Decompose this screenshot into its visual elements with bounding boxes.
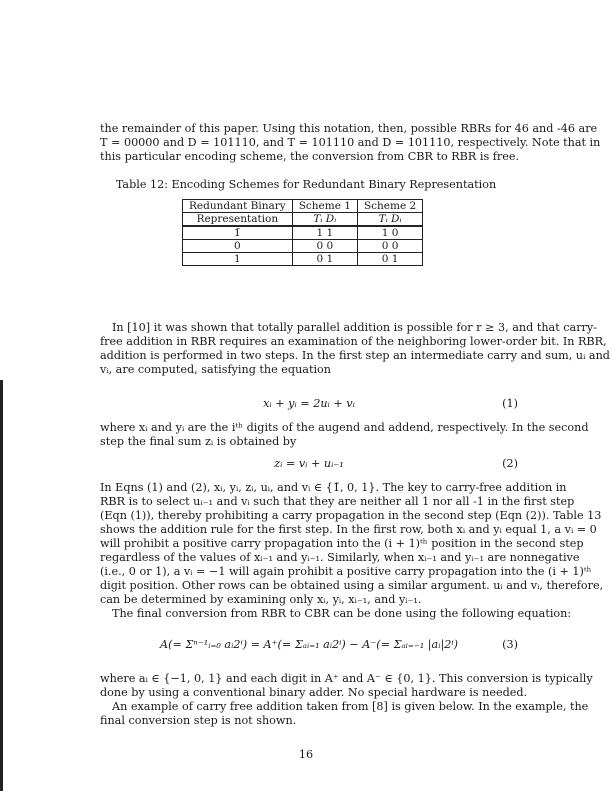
- equation-body: xᵢ + yᵢ = 2uᵢ + vᵢ: [263, 397, 355, 410]
- table-cell: 1 1: [292, 226, 357, 240]
- text-line: (Eqn (1)), thereby prohibiting a carry propagation in the second step (Eqn (2)). Table 13: [100, 509, 602, 522]
- table-header: Scheme 2: [357, 200, 422, 213]
- text-line: this particular encoding scheme, the conversion from CBR to RBR is free.: [100, 150, 520, 163]
- text-line: can be determined by examining only xᵢ, yᵢ, xᵢ₋₁, and yᵢ₋₁.: [100, 593, 422, 606]
- equation-1: [100, 397, 518, 413]
- paragraph-2: [100, 321, 610, 377]
- text-line: shows the addition rule for the first step. In the first row, both xᵢ and yᵢ equal 1, a vᵢ = 0: [100, 523, 597, 536]
- equation-2: [100, 457, 518, 473]
- equation-number: (3): [502, 638, 518, 651]
- table-subheader: Tᵢ Dᵢ: [292, 213, 357, 227]
- table-caption: Table 12: Encoding Schemes for Redundant Binary Representation: [115, 178, 497, 191]
- table-cell: 0: [183, 240, 293, 253]
- text-line: In Eqns (1) and (2), xᵢ, yᵢ, zᵢ, uᵢ, and vᵢ ∈ {1̄, 0, 1}. The key to carry-free addition in: [100, 481, 567, 494]
- encoding-table: [182, 199, 423, 266]
- table-header: Redundant Binary: [183, 200, 293, 213]
- equation-number: (2): [502, 457, 518, 470]
- text-line: done by using a conventional binary adder. No special hardware is needed.: [100, 686, 528, 699]
- text-line: An example of carry free addition taken from [8] is given below. In the example, the: [112, 700, 589, 713]
- scan-edge: [0, 380, 3, 791]
- text-line: digit position. Other rows can be obtained using a similar argument. uᵢ and vᵢ, therefore,: [100, 579, 604, 592]
- equation-body: zᵢ = vᵢ + uᵢ₋₁: [274, 457, 344, 470]
- text-line: will prohibit a positive carry propagation into the (i + 1)ᵗʰ position in the second step: [100, 537, 584, 550]
- text-line: In [10] it was shown that totally parallel addition is possible for r ≥ 3, and that carry-: [112, 321, 597, 334]
- paragraph-1: [100, 122, 601, 164]
- text-line: the remainder of this paper. Using this notation, then, possible RBRs for 46 and -46 are: [100, 122, 598, 135]
- table-cell: 1: [183, 253, 293, 266]
- table-subheader: Tᵢ Dᵢ: [357, 213, 422, 227]
- text-line: where aᵢ ∈ {−1, 0, 1} and each digit in A⁺ and A⁻ ∈ {0, 1}. This conversion is typically: [100, 672, 593, 685]
- page-number: 16: [298, 748, 314, 761]
- text-line: where xᵢ and yᵢ are the iᵗʰ digits of the augend and addend, respectively. In the second: [100, 421, 589, 434]
- text-line: T = 00000 and D = 101110, and T = 101110 and D = 101110, respectively. Note that in: [100, 136, 601, 149]
- paragraph-4: [100, 481, 604, 621]
- text-line: RBR is to select uᵢ₋₁ and vᵢ such that they are neither all 1 nor all -1 in the first step: [100, 495, 575, 508]
- equation-number: (1): [502, 397, 518, 410]
- text-line: regardless of the values of xᵢ₋₁ and yᵢ₋₁. Similarly, when xᵢ₋₁ and yᵢ₋₁ are nonnegative: [100, 551, 580, 564]
- text-line: step the final sum zᵢ is obtained by: [100, 435, 297, 448]
- paragraph-3: [100, 421, 589, 449]
- table-cell: 1̄: [183, 226, 293, 240]
- table-subheader: Representation: [183, 213, 293, 227]
- text-line: (i.e., 0 or 1), a vᵢ = −1 will again prohibit a positive carry propagation into the (i + 1)ᵗʰ: [100, 565, 592, 578]
- equation-body: A(= Σⁿ⁻¹ᵢ₌₀ aᵢ2ⁱ) = A⁺(= Σₐᵢ₌₁ aᵢ2ⁱ) − A⁻(= Σₐᵢ₌₋₁ |aᵢ|2ⁱ): [160, 638, 458, 651]
- text-line: final conversion step is not shown.: [100, 714, 297, 727]
- text-line: The final conversion from RBR to CBR can be done using the following equation:: [112, 607, 572, 620]
- table-cell: 0 1: [357, 253, 422, 266]
- text-line: free addition in RBR requires an examination of the neighboring lower-order bit. In RBR,: [100, 335, 607, 348]
- table-cell: 0 0: [357, 240, 422, 253]
- text-line: vᵢ, are computed, satisfying the equation: [100, 363, 331, 376]
- paragraph-5: [100, 672, 593, 728]
- equation-3: [100, 638, 518, 654]
- table-cell: 0 1: [292, 253, 357, 266]
- table-cell: 0 0: [292, 240, 357, 253]
- table-cell: 1 0: [357, 226, 422, 240]
- table-header: Scheme 1: [292, 200, 357, 213]
- text-line: addition is performed in two steps. In the first step an intermediate carry and sum, uᵢ and: [100, 349, 610, 362]
